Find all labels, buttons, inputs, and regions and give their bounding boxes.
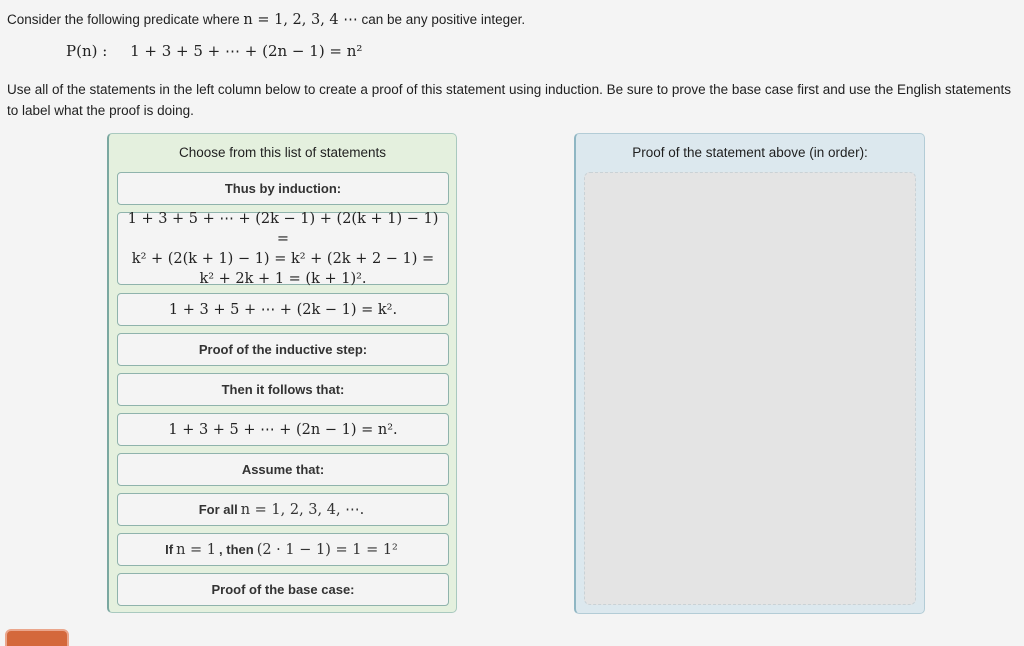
- tile-math: 1 + 3 + 5 + ⋯ + (2n − 1) = n².: [168, 421, 398, 438]
- tile-label: , then: [219, 542, 254, 557]
- tile-math-line: 1 + 3 + 5 + ⋯ + (2k − 1) + (2(k + 1) − 1) =: [127, 210, 439, 247]
- statement-tile-assume-that[interactable]: [117, 453, 449, 486]
- proof-target-panel: [574, 133, 925, 614]
- statement-tile-inductive-hypothesis[interactable]: [117, 293, 449, 326]
- submit-button[interactable]: [5, 629, 69, 646]
- statement-tile-then-it-follows[interactable]: [117, 373, 449, 406]
- tile-label: Then it follows that:: [221, 382, 345, 397]
- predicate-expression: 1 + 3 + 5 + ⋯ + (2n − 1) = n²: [130, 42, 363, 60]
- tile-label: Proof of the inductive step:: [198, 342, 368, 357]
- predicate-label: P(n) :: [66, 42, 108, 60]
- intro-text: [7, 11, 525, 29]
- statement-tile-predicate-n[interactable]: [117, 413, 449, 446]
- intro-suffix: can be any positive integer.: [357, 12, 526, 27]
- tile-label: Assume that:: [241, 462, 325, 477]
- statement-tile-proof-inductive-step[interactable]: [117, 333, 449, 366]
- intro-math: n = 1, 2, 3, 4 ⋯: [243, 12, 358, 28]
- tile-label: Proof of the base case:: [211, 582, 355, 597]
- statement-tile-thus-by-induction[interactable]: [117, 172, 449, 205]
- source-panel-title: Choose from this list of statements: [178, 145, 387, 160]
- tile-math: (2 · 1 − 1) = 1 = 1²: [256, 541, 398, 558]
- instructions: Use all of the statements in the left column below to create a proof of this statement using induction. Be sure to prove the base case first and use the English statements to label what the proof is doing.: [7, 82, 1012, 118]
- statement-tile-for-all-n[interactable]: [117, 493, 449, 526]
- statement-tile-inductive-algebra[interactable]: [117, 212, 449, 285]
- tile-math: n = 1: [176, 541, 217, 558]
- predicate-statement: [66, 42, 362, 60]
- intro-prefix: Consider the following predicate where: [7, 12, 244, 27]
- tile-math-line: k² + 2k + 1 = (k + 1)².: [199, 270, 367, 287]
- tile-label: For all: [198, 502, 238, 517]
- tile-math: n = 1, 2, 3, 4, ⋯.: [240, 501, 365, 518]
- statement-source-panel: [107, 133, 457, 613]
- target-panel-title: Proof of the statement above (in order):: [632, 145, 868, 160]
- tile-math-line: k² + (2(k + 1) − 1) = k² + (2k + 2 − 1) =: [131, 250, 435, 267]
- tile-label: If: [165, 542, 174, 557]
- tile-label: Thus by induction:: [224, 181, 342, 196]
- statement-tile-proof-base-case[interactable]: [117, 573, 449, 606]
- statement-tile-base-case-computation[interactable]: [117, 533, 449, 566]
- proof-dropzone[interactable]: [584, 172, 916, 605]
- tile-math: 1 + 3 + 5 + ⋯ + (2k − 1) = k².: [168, 301, 398, 318]
